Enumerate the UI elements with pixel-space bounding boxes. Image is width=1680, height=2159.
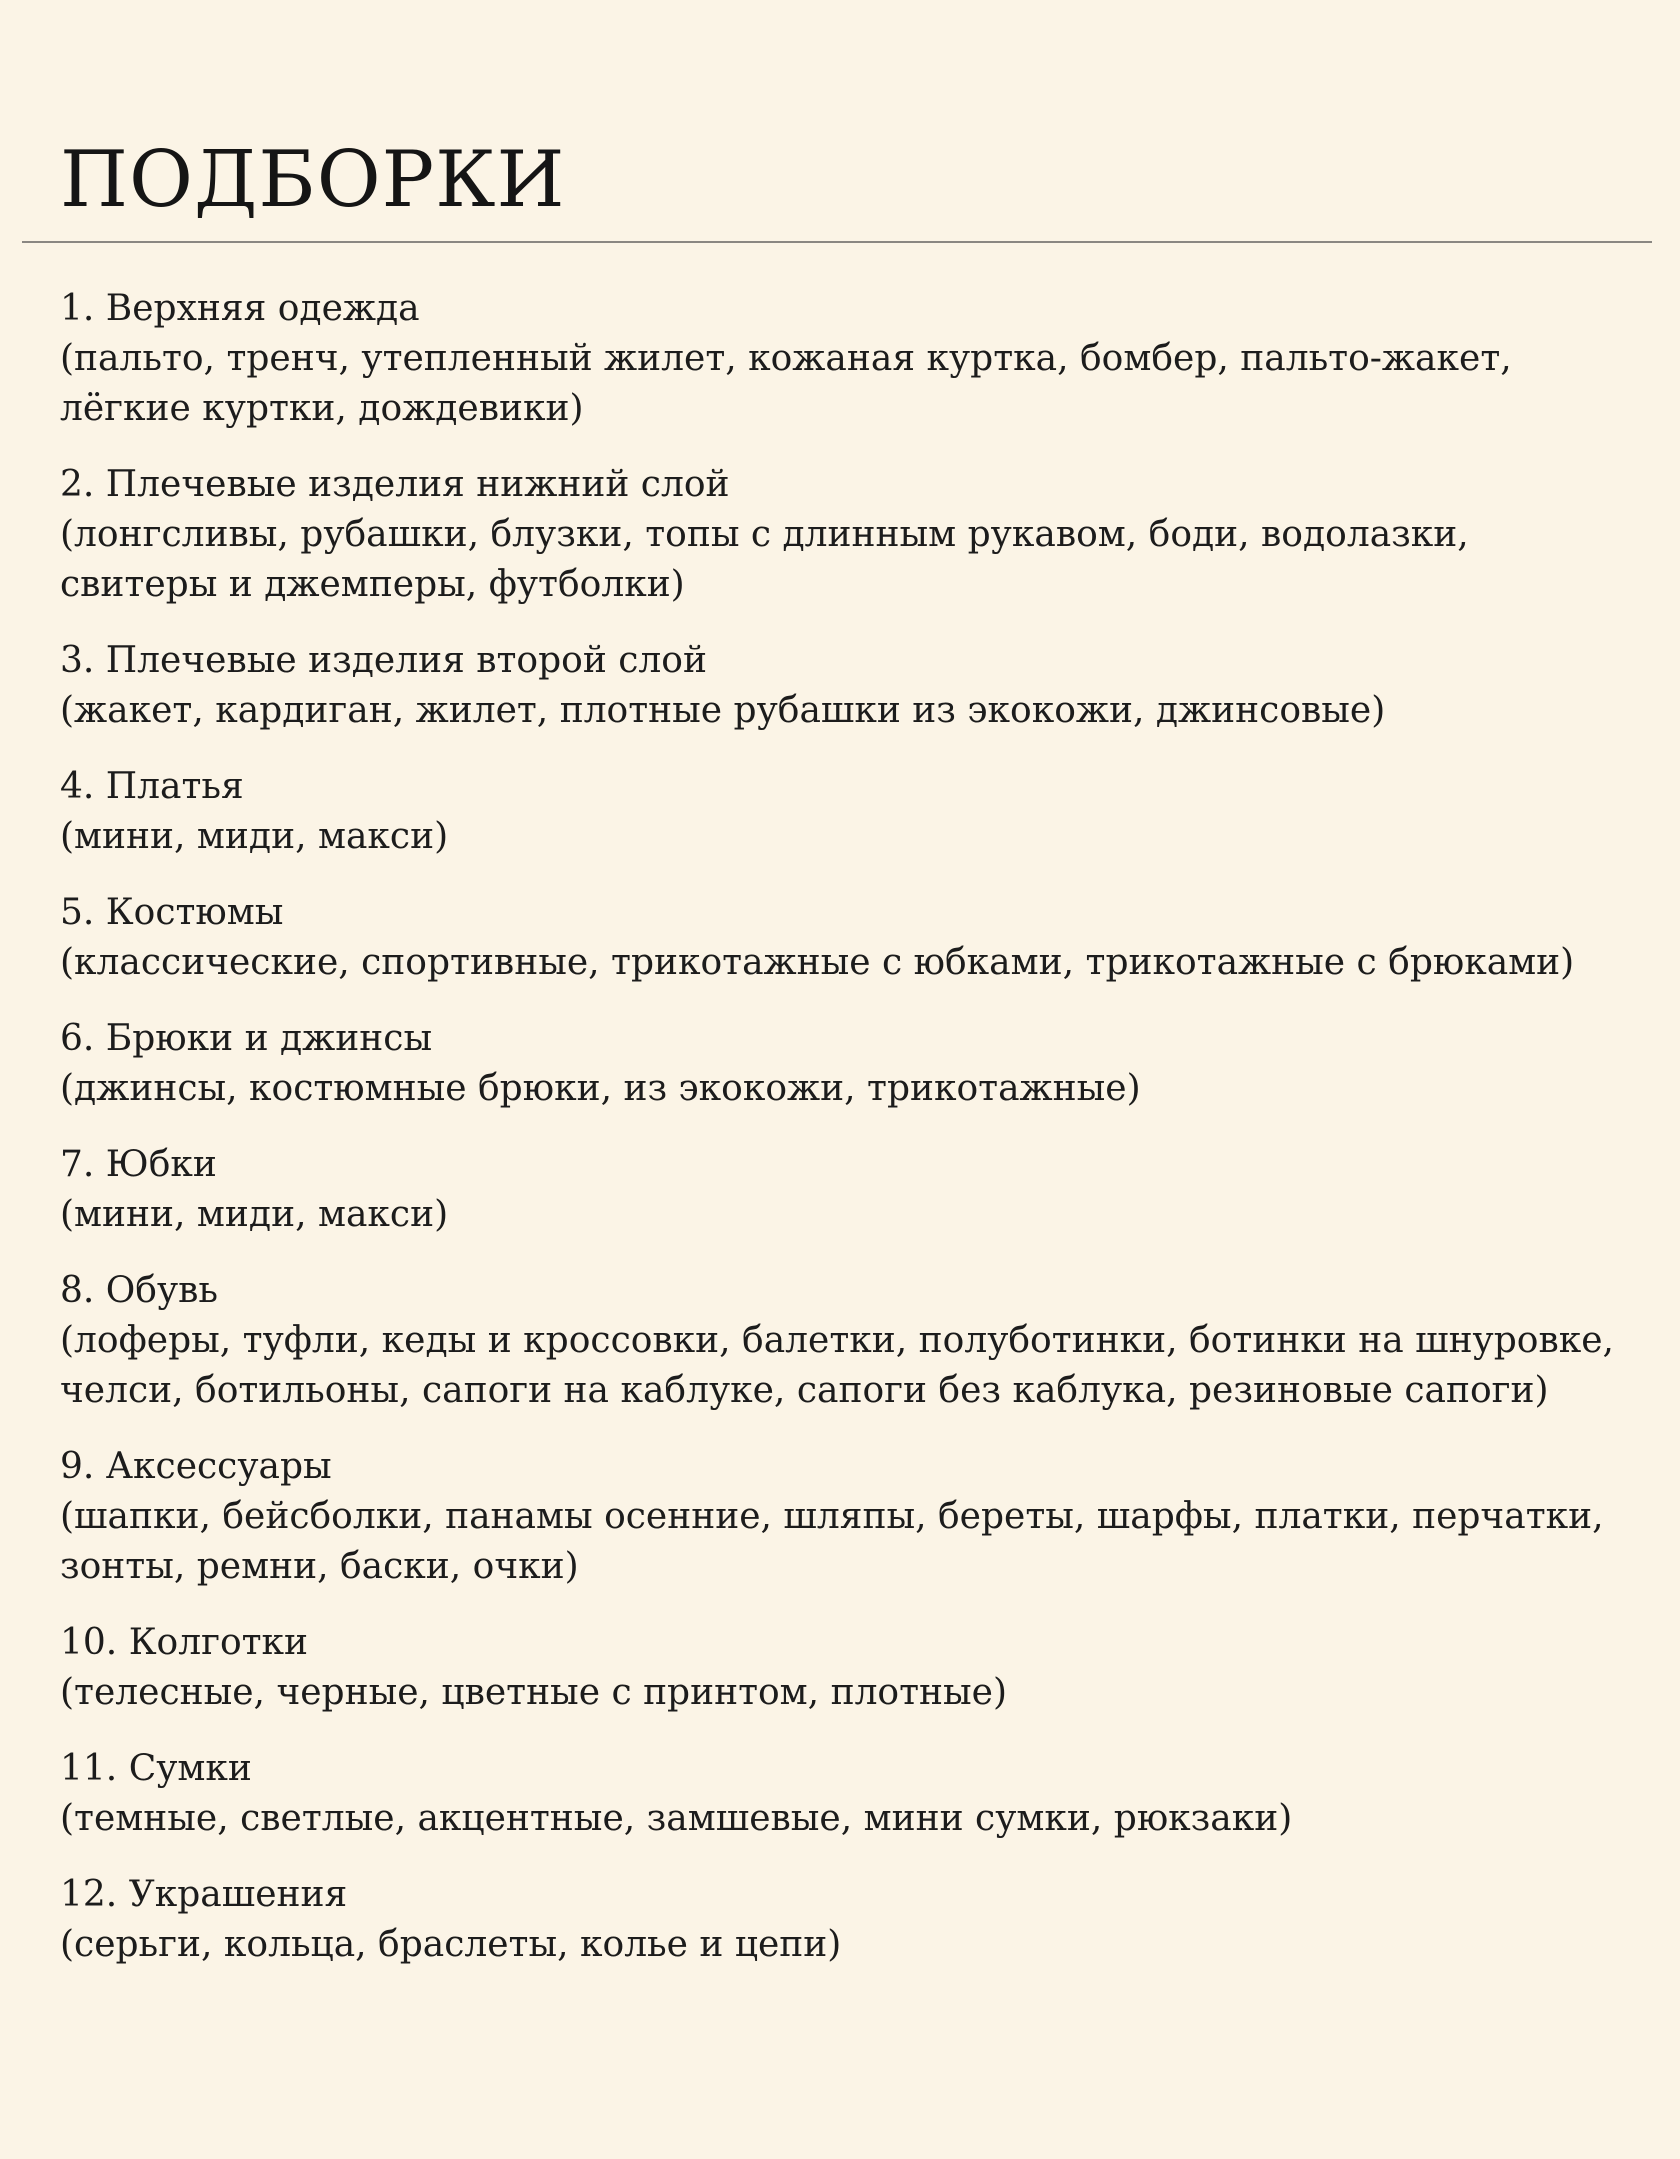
category-heading: 6. Брюки и джинсы [60,1018,433,1059]
category-heading: 5. Костюмы [60,892,284,933]
category-item-tights [60,1618,1620,1718]
category-item-outerwear [60,284,1620,434]
category-heading: 9. Аксессуары [60,1446,332,1487]
category-item-jewelry [60,1870,1620,1970]
category-item-base-layer-tops [60,460,1620,610]
category-list [60,284,1620,1996]
category-details: (мини, миди, макси) [60,1194,449,1235]
category-heading: 10. Колготки [60,1622,309,1663]
category-item-trousers-jeans [60,1014,1620,1114]
category-heading: 12. Украшения [60,1874,348,1915]
category-heading: 7. Юбки [60,1144,217,1185]
category-item-dresses [60,762,1620,862]
category-item-second-layer-tops [60,636,1620,736]
category-details: (мини, миди, макси) [60,816,449,857]
category-heading: 11. Сумки [60,1748,252,1789]
page-title: ПОДБОРКИ [60,135,566,225]
category-item-shoes [60,1266,1620,1416]
category-item-suits [60,888,1620,988]
category-details: (шапки, бейсболки, панамы осенние, шляпы, береты, шарфы, платки, перчатки, зонты, ремни, баски, очки) [60,1496,1604,1587]
title-divider [22,241,1652,243]
category-details: (лоферы, туфли, кеды и кроссовки, балетки, полуботинки, ботинки на шнуровке, челси, ботильоны, сапоги на каблуке, сапоги без каблука, резиновые сапоги) [60,1320,1614,1411]
category-details: (лонгсливы, рубашки, блузки, топы с длинным рукавом, боди, водолазки, свитеры и джемперы, футболки) [60,514,1469,605]
category-details: (серьги, кольца, браслеты, колье и цепи) [60,1924,842,1965]
category-item-skirts [60,1140,1620,1240]
category-heading: 3. Плечевые изделия второй слой [60,640,707,681]
category-details: (телесные, черные, цветные с принтом, плотные) [60,1672,1008,1713]
category-details: (джинсы, костюмные брюки, из экокожи, трикотажные) [60,1068,1141,1109]
category-item-accessories [60,1442,1620,1592]
category-details: (темные, светлые, акцентные, замшевые, мини сумки, рюкзаки) [60,1798,1293,1839]
category-heading: 2. Плечевые изделия нижний слой [60,464,730,505]
category-details: (пальто, тренч, утепленный жилет, кожаная куртка, бомбер, пальто-жакет, лёгкие куртки, дождевики) [60,338,1512,429]
category-heading: 4. Платья [60,766,244,807]
category-item-bags [60,1744,1620,1844]
category-heading: 1. Верхняя одежда [60,288,420,329]
category-heading: 8. Обувь [60,1270,219,1311]
category-details: (жакет, кардиган, жилет, плотные рубашки из экокожи, джинсовые) [60,690,1386,731]
category-details: (классические, спортивные, трикотажные с юбками, трикотажные с брюками) [60,942,1575,983]
